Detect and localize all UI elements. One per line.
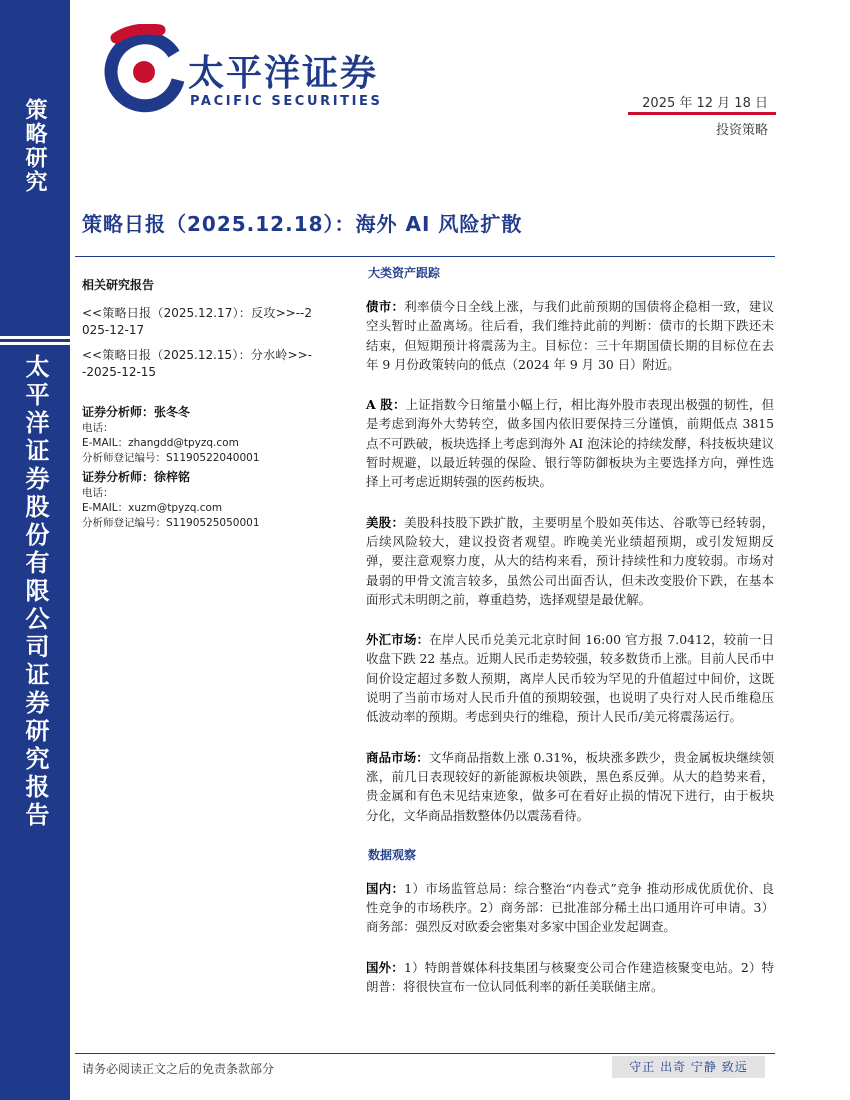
logo-chinese: 太平洋证券 <box>188 53 379 94</box>
paragraph-text: 美股科技股下跌扩散，主要明星个股如英伟达、谷歌等已经转弱，后续风险较大，建议投资者观望。昨晚美光业绩超预期，或引发短期反弹，要注意观察力度，从大的结构来看，预计持续性和力度较弱。市场对最弱的甲骨文流言较多，虽然公司出面否认，但未改变股价下跌，在基本面形式未明朗之前，尊重趋势，选择观望是最优解。 <box>366 514 775 607</box>
paragraph-domestic <box>366 879 774 937</box>
paragraph-key: 国外： <box>366 959 404 975</box>
section-label-data: 数据观察 <box>368 847 417 862</box>
section-label-assets: 大类资产跟踪 <box>368 266 441 280</box>
sidebar-divider-top <box>0 336 70 339</box>
analyst-name: 证券分析师：徐梓铭 <box>82 470 191 484</box>
left-column <box>82 276 312 531</box>
paragraph-text: 文华商品指数上涨 0.31%，板块涨多跌少，贵金属板块继续领涨，前几日表现较好的新能源板块领跌，黑色系反弹。从大的趋势来看，贵金属和有色未见结束迹象，做多可在看好止损的情况下进行，由于板块分化，文华商品指数整体仍以震荡看待。 <box>366 749 775 823</box>
report-date: 2025 年 12 月 18 日 <box>642 96 768 111</box>
paragraph-text: 上证指数今日缩量小幅上行，相比海外股市表现出极强的韧性，但是考虑到海外大势转空，做多国内依旧要保持三分谨慎，前期低点 3815 点不可跌破，板块选择上考虑到海外 AI 泡沫论的持续发酵，科技板块建议暂时规避，以最近转强的保险、银行等防御板块为主要选择方向，弹性选择上可考虑近期转强的医药板块。 <box>366 397 774 490</box>
related-report-link[interactable]: <<策略日报（2025.12.17）：反攻>>--2025-12-17 <box>82 306 312 337</box>
analyst-email[interactable]: E-MAIL：xuzm@tpyzq.com <box>82 502 223 514</box>
analyst-phone: 电话： <box>82 487 114 499</box>
analyst-email[interactable]: E-MAIL：zhangdd@tpyzq.com <box>82 437 239 449</box>
paragraph-key: 债市： <box>366 299 405 314</box>
paragraph-commodity <box>366 748 774 825</box>
paragraph-us-stock <box>366 513 774 609</box>
footer-disclaimer: 请务必阅读正文之后的免责条款部分 <box>82 1062 275 1076</box>
analyst-block <box>82 468 312 531</box>
analyst-registration: 分析师登记编号：S1190522040001 <box>82 452 260 464</box>
sidebar-category-text: 策略研究 <box>22 98 48 194</box>
paragraph-key: 国内： <box>366 880 405 896</box>
paragraph-text: 1）特朗普媒体科技集团与核聚变公司合作建造核聚变电站。2）特朗普：将很快宣布一位认同低利率的新任美联储主席。 <box>366 959 774 995</box>
report-category: 投资策略 <box>715 123 768 138</box>
related-report-link[interactable]: <<策略日报（2025.12.15）：分水岭>>--2025-12-15 <box>82 348 312 379</box>
paragraph-key: 外汇市场： <box>366 632 430 648</box>
paragraph-text: 1）市场监管总局：综合整治“内卷式”竞争 推动形成优质优价、良性竞争的市场秩序。2）商务部：已批准部分稀土出口通用许可申请。3）商务部：强烈反对欧委会密集对多家中国企业发起调查。 <box>366 880 774 935</box>
paragraph-fx <box>366 630 774 726</box>
analyst-name: 证券分析师：张冬冬 <box>82 405 191 419</box>
paragraph-text: 在岸人民币兑美元北京时间 16:00 官方报 7.0412，较前一日收盘下跌 22 基点。近期人民币走势较强，较多数货币上涨。目前人民币中间价设定超过多数人预期，离岸人民币较为罕见的升值超过中间价，这既说明了当前市场对人民币升值的预期较强，也说明了央行对人民币维稳压低波动率的预期。考虑到央行的维稳，预计人民币/美元将震荡运行。 <box>366 632 774 725</box>
footer-divider <box>75 1053 775 1054</box>
title-divider <box>75 256 775 257</box>
paragraph-key: A 股： <box>366 397 406 413</box>
logo-english: PACIFIC SECURITIES <box>190 94 383 109</box>
paragraph-ashare <box>366 395 774 491</box>
date-underline <box>628 112 776 115</box>
page-title: 策略日报（2025.12.18）：海外 AI 风险扩散 <box>82 212 523 236</box>
footer-motto: 守正 出奇 宁静 致远 <box>612 1056 765 1078</box>
paragraph-text: 利率债今日全线上涨，与我们此前预期的国债将企稳相一致，建议空头暂时止盈离场。往后看，我们维持此前的判断：债市的长期下跌还未结束，但短期预计将震荡为主。目标位：三十年期国债长期的目标位在去年 9 月份政策转向的低点（2024 年 9 月 30 日）附近。 <box>366 299 775 372</box>
analyst-phone: 电话： <box>82 422 114 434</box>
paragraph-key: 商品市场： <box>366 749 429 765</box>
paragraph-bond <box>366 297 774 374</box>
logo-mark-icon <box>104 24 186 114</box>
sidebar-divider-bottom <box>0 342 70 345</box>
related-reports-heading: 相关研究报告 <box>82 278 155 292</box>
paragraph-key: 美股： <box>366 514 405 530</box>
main-content <box>366 264 774 1017</box>
analyst-block <box>82 403 312 466</box>
sidebar-company-text: 太平洋证券股份有限公司证券研究报告 <box>21 354 50 830</box>
paragraph-foreign <box>366 958 774 997</box>
analyst-registration: 分析师登记编号：S1190525050001 <box>82 517 260 529</box>
